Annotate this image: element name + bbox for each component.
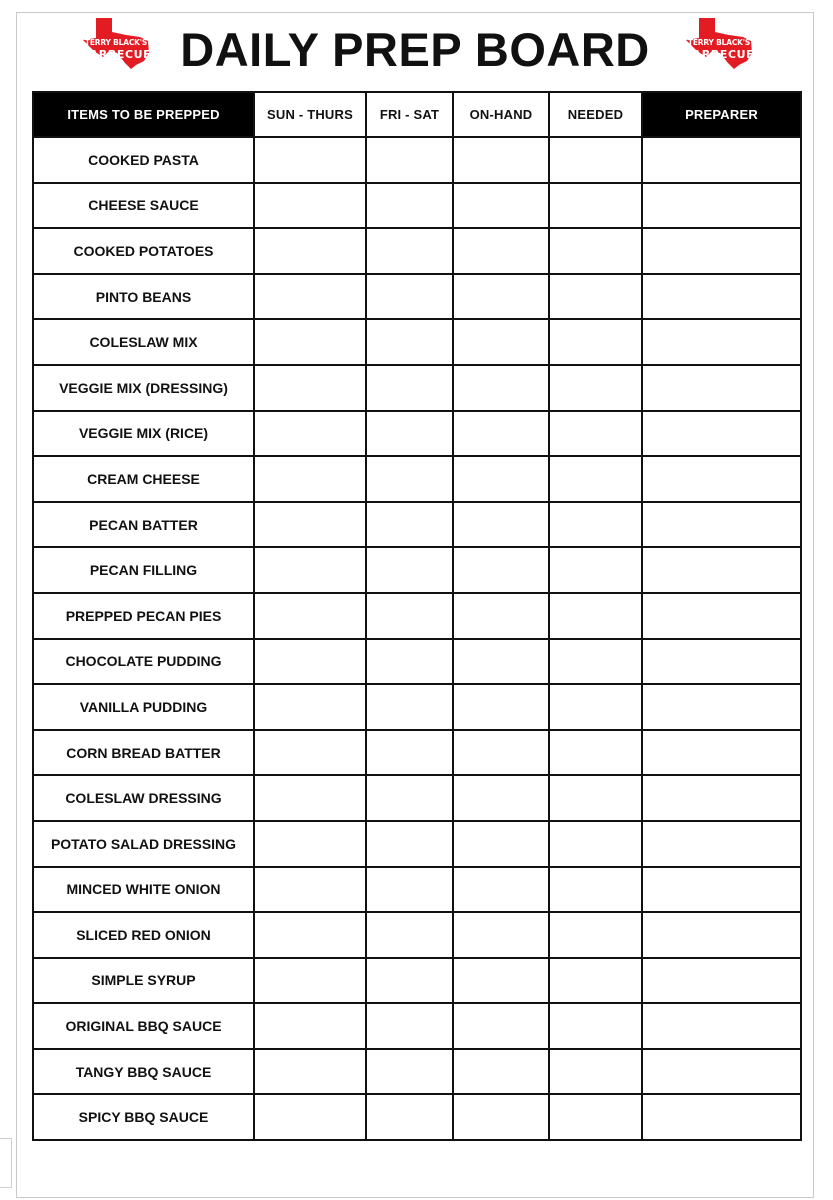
needed-cell[interactable] bbox=[549, 730, 642, 776]
item-name: ORIGINAL BBQ SAUCE bbox=[33, 1003, 254, 1049]
preparer-cell[interactable] bbox=[642, 1049, 801, 1095]
fri-sat-cell[interactable] bbox=[366, 547, 453, 593]
logo-line-2: BARBECUE bbox=[683, 48, 755, 61]
needed-cell[interactable] bbox=[549, 639, 642, 685]
edge-marker bbox=[0, 1138, 12, 1188]
fri-sat-cell[interactable] bbox=[366, 867, 453, 913]
preparer-cell[interactable] bbox=[642, 547, 801, 593]
item-name: MINCED WHITE ONION bbox=[33, 867, 254, 913]
on-hand-cell[interactable] bbox=[453, 137, 549, 183]
needed-cell[interactable] bbox=[549, 867, 642, 913]
preparer-cell[interactable] bbox=[642, 912, 801, 958]
on-hand-cell[interactable] bbox=[453, 456, 549, 502]
item-name: CHEESE SAUCE bbox=[33, 183, 254, 229]
preparer-cell[interactable] bbox=[642, 137, 801, 183]
on-hand-cell[interactable] bbox=[453, 547, 549, 593]
needed-cell[interactable] bbox=[549, 137, 642, 183]
item-name: VANILLA PUDDING bbox=[33, 684, 254, 730]
item-name: PINTO BEANS bbox=[33, 274, 254, 320]
table-row bbox=[33, 1094, 801, 1140]
preparer-cell[interactable] bbox=[642, 958, 801, 1004]
preparer-cell[interactable] bbox=[642, 593, 801, 639]
table-row bbox=[33, 319, 801, 365]
sun-thurs-cell[interactable] bbox=[254, 502, 366, 548]
table-row bbox=[33, 867, 801, 913]
item-name: SIMPLE SYRUP bbox=[33, 958, 254, 1004]
sun-thurs-cell[interactable] bbox=[254, 547, 366, 593]
logo-line-1: TERRY BLACK'S bbox=[687, 38, 751, 47]
table-row bbox=[33, 821, 801, 867]
column-header-preparer: PREPARER bbox=[642, 92, 801, 137]
fri-sat-cell[interactable] bbox=[366, 274, 453, 320]
column-header-on-hand: ON-HAND bbox=[453, 92, 549, 137]
page-title: DAILY PREP BOARD bbox=[180, 23, 650, 76]
table-row bbox=[33, 502, 801, 548]
logo-line-2: BARBECUE bbox=[80, 48, 152, 61]
item-name: CORN BREAD BATTER bbox=[33, 730, 254, 776]
table-row bbox=[33, 547, 801, 593]
fri-sat-cell[interactable] bbox=[366, 912, 453, 958]
terry-blacks-logo-right bbox=[681, 16, 757, 70]
fri-sat-cell[interactable] bbox=[366, 1049, 453, 1095]
table-row bbox=[33, 639, 801, 685]
logo-line-1: TERRY BLACK'S bbox=[84, 38, 148, 47]
fri-sat-cell[interactable] bbox=[366, 228, 453, 274]
item-name: SLICED RED ONION bbox=[33, 912, 254, 958]
on-hand-cell[interactable] bbox=[453, 365, 549, 411]
fri-sat-cell[interactable] bbox=[366, 593, 453, 639]
table-row bbox=[33, 1003, 801, 1049]
table-row bbox=[33, 456, 801, 502]
preparer-cell[interactable] bbox=[642, 228, 801, 274]
on-hand-cell[interactable] bbox=[453, 502, 549, 548]
on-hand-cell[interactable] bbox=[453, 593, 549, 639]
fri-sat-cell[interactable] bbox=[366, 411, 453, 457]
needed-cell[interactable] bbox=[549, 319, 642, 365]
preparer-cell[interactable] bbox=[642, 456, 801, 502]
column-header-fri-sat: FRI - SAT bbox=[366, 92, 453, 137]
needed-cell[interactable] bbox=[549, 912, 642, 958]
on-hand-cell[interactable] bbox=[453, 775, 549, 821]
on-hand-cell[interactable] bbox=[453, 684, 549, 730]
preparer-cell[interactable] bbox=[642, 1094, 801, 1140]
needed-cell[interactable] bbox=[549, 274, 642, 320]
column-header-sun-thurs: SUN - THURS bbox=[254, 92, 366, 137]
needed-cell[interactable] bbox=[549, 775, 642, 821]
table-row bbox=[33, 365, 801, 411]
table-row bbox=[33, 183, 801, 229]
header-row bbox=[33, 92, 801, 137]
preparer-cell[interactable] bbox=[642, 775, 801, 821]
sun-thurs-cell[interactable] bbox=[254, 639, 366, 685]
on-hand-cell[interactable] bbox=[453, 274, 549, 320]
table-row bbox=[33, 274, 801, 320]
on-hand-cell[interactable] bbox=[453, 183, 549, 229]
fri-sat-cell[interactable] bbox=[366, 137, 453, 183]
sun-thurs-cell[interactable] bbox=[254, 867, 366, 913]
item-name: VEGGIE MIX (RICE) bbox=[33, 411, 254, 457]
sun-thurs-cell[interactable] bbox=[254, 821, 366, 867]
on-hand-cell[interactable] bbox=[453, 228, 549, 274]
terry-blacks-logo-left bbox=[78, 16, 154, 70]
preparer-cell[interactable] bbox=[642, 730, 801, 776]
sun-thurs-cell[interactable] bbox=[254, 775, 366, 821]
sun-thurs-cell[interactable] bbox=[254, 456, 366, 502]
preparer-cell[interactable] bbox=[642, 411, 801, 457]
needed-cell[interactable] bbox=[549, 547, 642, 593]
needed-cell[interactable] bbox=[549, 958, 642, 1004]
fri-sat-cell[interactable] bbox=[366, 1003, 453, 1049]
fri-sat-cell[interactable] bbox=[366, 456, 453, 502]
sun-thurs-cell[interactable] bbox=[254, 958, 366, 1004]
needed-cell[interactable] bbox=[549, 684, 642, 730]
preparer-cell[interactable] bbox=[642, 183, 801, 229]
item-name: CHOCOLATE PUDDING bbox=[33, 639, 254, 685]
table-row bbox=[33, 1049, 801, 1095]
fri-sat-cell[interactable] bbox=[366, 958, 453, 1004]
sun-thurs-cell[interactable] bbox=[254, 730, 366, 776]
fri-sat-cell[interactable] bbox=[366, 183, 453, 229]
preparer-cell[interactable] bbox=[642, 365, 801, 411]
fri-sat-cell[interactable] bbox=[366, 775, 453, 821]
fri-sat-cell[interactable] bbox=[366, 319, 453, 365]
needed-cell[interactable] bbox=[549, 228, 642, 274]
on-hand-cell[interactable] bbox=[453, 958, 549, 1004]
item-name: SPICY BBQ SAUCE bbox=[33, 1094, 254, 1140]
sun-thurs-cell[interactable] bbox=[254, 183, 366, 229]
sun-thurs-cell[interactable] bbox=[254, 319, 366, 365]
table-row bbox=[33, 775, 801, 821]
on-hand-cell[interactable] bbox=[453, 912, 549, 958]
preparer-cell[interactable] bbox=[642, 502, 801, 548]
preparer-cell[interactable] bbox=[642, 867, 801, 913]
sun-thurs-cell[interactable] bbox=[254, 1003, 366, 1049]
table-row bbox=[33, 593, 801, 639]
sun-thurs-cell[interactable] bbox=[254, 274, 366, 320]
sun-thurs-cell[interactable] bbox=[254, 228, 366, 274]
table-row bbox=[33, 137, 801, 183]
sun-thurs-cell[interactable] bbox=[254, 684, 366, 730]
item-name: CREAM CHEESE bbox=[33, 456, 254, 502]
on-hand-cell[interactable] bbox=[453, 639, 549, 685]
fri-sat-cell[interactable] bbox=[366, 1094, 453, 1140]
sun-thurs-cell[interactable] bbox=[254, 912, 366, 958]
needed-cell[interactable] bbox=[549, 365, 642, 411]
table-row bbox=[33, 958, 801, 1004]
needed-cell[interactable] bbox=[549, 411, 642, 457]
sun-thurs-cell[interactable] bbox=[254, 137, 366, 183]
item-name: PREPPED PECAN PIES bbox=[33, 593, 254, 639]
on-hand-cell[interactable] bbox=[453, 730, 549, 776]
needed-cell[interactable] bbox=[549, 1003, 642, 1049]
on-hand-cell[interactable] bbox=[453, 319, 549, 365]
fri-sat-cell[interactable] bbox=[366, 730, 453, 776]
item-name: COOKED POTATOES bbox=[33, 228, 254, 274]
fri-sat-cell[interactable] bbox=[366, 684, 453, 730]
preparer-cell[interactable] bbox=[642, 319, 801, 365]
preparer-cell[interactable] bbox=[642, 1003, 801, 1049]
column-header-needed: NEEDED bbox=[549, 92, 642, 137]
fri-sat-cell[interactable] bbox=[366, 821, 453, 867]
needed-cell[interactable] bbox=[549, 1049, 642, 1095]
preparer-cell[interactable] bbox=[642, 274, 801, 320]
item-name: TANGY BBQ SAUCE bbox=[33, 1049, 254, 1095]
item-name: POTATO SALAD DRESSING bbox=[33, 821, 254, 867]
on-hand-cell[interactable] bbox=[453, 821, 549, 867]
fri-sat-cell[interactable] bbox=[366, 365, 453, 411]
item-name: COLESLAW DRESSING bbox=[33, 775, 254, 821]
needed-cell[interactable] bbox=[549, 821, 642, 867]
table-row bbox=[33, 411, 801, 457]
preparer-cell[interactable] bbox=[642, 639, 801, 685]
needed-cell[interactable] bbox=[549, 183, 642, 229]
table-row bbox=[33, 228, 801, 274]
preparer-cell[interactable] bbox=[642, 821, 801, 867]
sun-thurs-cell[interactable] bbox=[254, 1049, 366, 1095]
sun-thurs-cell[interactable] bbox=[254, 411, 366, 457]
needed-cell[interactable] bbox=[549, 456, 642, 502]
needed-cell[interactable] bbox=[549, 1094, 642, 1140]
sun-thurs-cell[interactable] bbox=[254, 365, 366, 411]
item-name: PECAN FILLING bbox=[33, 547, 254, 593]
table-row bbox=[33, 730, 801, 776]
table-row bbox=[33, 684, 801, 730]
table-row bbox=[33, 912, 801, 958]
item-name: COLESLAW MIX bbox=[33, 319, 254, 365]
item-name: PECAN BATTER bbox=[33, 502, 254, 548]
fri-sat-cell[interactable] bbox=[366, 639, 453, 685]
on-hand-cell[interactable] bbox=[453, 1049, 549, 1095]
item-name: COOKED PASTA bbox=[33, 137, 254, 183]
prep-table bbox=[32, 91, 802, 1141]
preparer-cell[interactable] bbox=[642, 684, 801, 730]
fri-sat-cell[interactable] bbox=[366, 502, 453, 548]
needed-cell[interactable] bbox=[549, 593, 642, 639]
on-hand-cell[interactable] bbox=[453, 1094, 549, 1140]
item-name: VEGGIE MIX (DRESSING) bbox=[33, 365, 254, 411]
sun-thurs-cell[interactable] bbox=[254, 1094, 366, 1140]
column-header-items: ITEMS TO BE PREPPED bbox=[33, 92, 254, 137]
on-hand-cell[interactable] bbox=[453, 411, 549, 457]
sun-thurs-cell[interactable] bbox=[254, 593, 366, 639]
on-hand-cell[interactable] bbox=[453, 867, 549, 913]
on-hand-cell[interactable] bbox=[453, 1003, 549, 1049]
needed-cell[interactable] bbox=[549, 502, 642, 548]
